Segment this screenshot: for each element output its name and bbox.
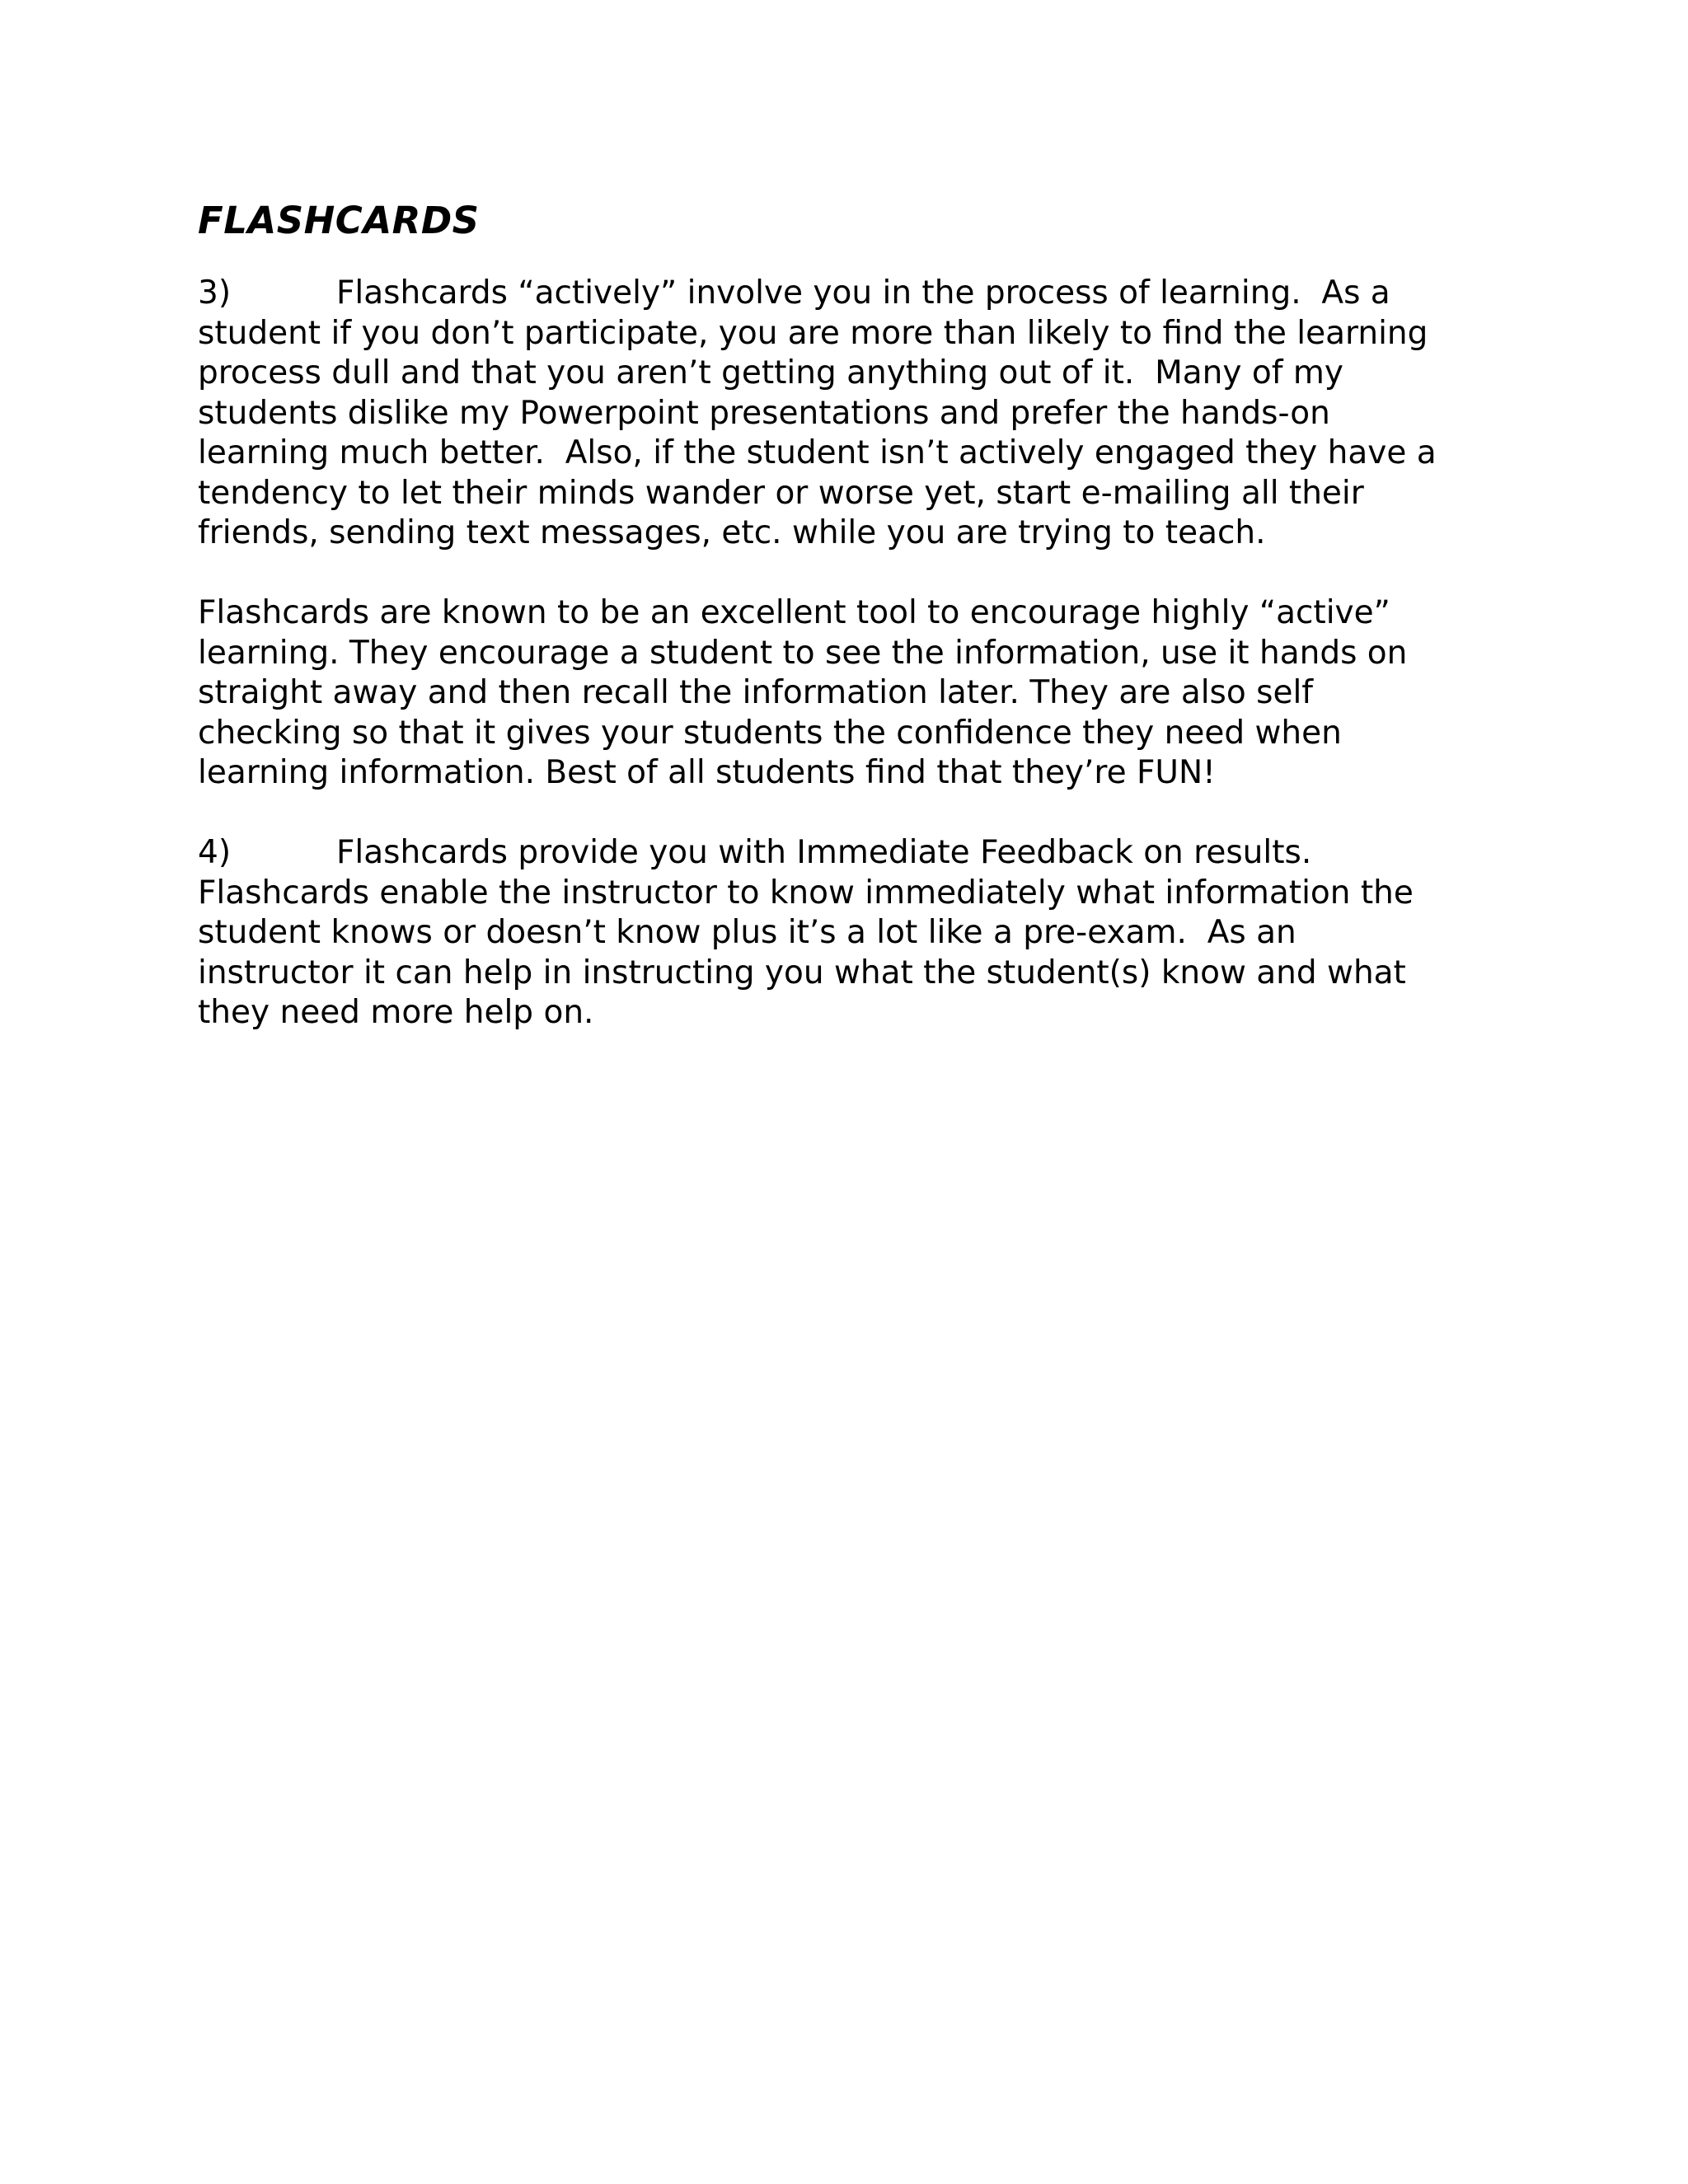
paragraph-line: Flashcards are known to be an excellent tool to encourage highly “active” [198, 594, 1390, 631]
paragraph-line: they need more help on. [198, 994, 594, 1031]
section-3 [198, 274, 1517, 554]
section-number: 3) [198, 274, 232, 312]
paragraph-line: checking so that it gives your students the confidence they need when [198, 714, 1342, 752]
document-body [198, 194, 1517, 1033]
paragraph-line: student knows or doesn’t know plus it’s a lot like a pre-exam. As an [198, 914, 1296, 951]
paragraph-line: Flashcards enable the instructor to know immediately what information the [198, 874, 1414, 912]
paragraph-line: 3) Flashcards “actively” involve you in the process of learning. As a [198, 274, 1517, 314]
paragraph-line: learning information. Best of all students find that they’re FUN! [198, 754, 1216, 791]
paragraph-line: friends, sending text messages, etc. while you are trying to teach. [198, 514, 1266, 551]
page-title: FLASHCARDS [198, 199, 480, 242]
paragraph-line: student if you don’t participate, you are more than likely to find the learning [198, 314, 1428, 352]
paragraph-active-learning [198, 593, 1517, 794]
section-number: 4) [198, 834, 232, 871]
paragraph-line: learning much better. Also, if the student isn’t actively engaged they have a [198, 434, 1437, 471]
paragraph-line: students dislike my Powerpoint presentations and prefer the hands-on [198, 394, 1330, 432]
paragraph-line: process dull and that you aren’t getting anything out of it. Many of my [198, 354, 1343, 391]
paragraph-line: instructor it can help in instructing you what the student(s) know and what [198, 954, 1406, 991]
paragraph-line: learning. They encourage a student to see the information, use it hands on [198, 634, 1408, 672]
paragraph-line: 4) Flashcards provide you with Immediate Feedback on results. [198, 833, 1517, 874]
paragraph-line: straight away and then recall the information later. They are also self [198, 674, 1314, 711]
paragraph-line: tendency to let their minds wander or worse yet, start e-mailing all their [198, 474, 1364, 512]
section-4 [198, 833, 1517, 1033]
